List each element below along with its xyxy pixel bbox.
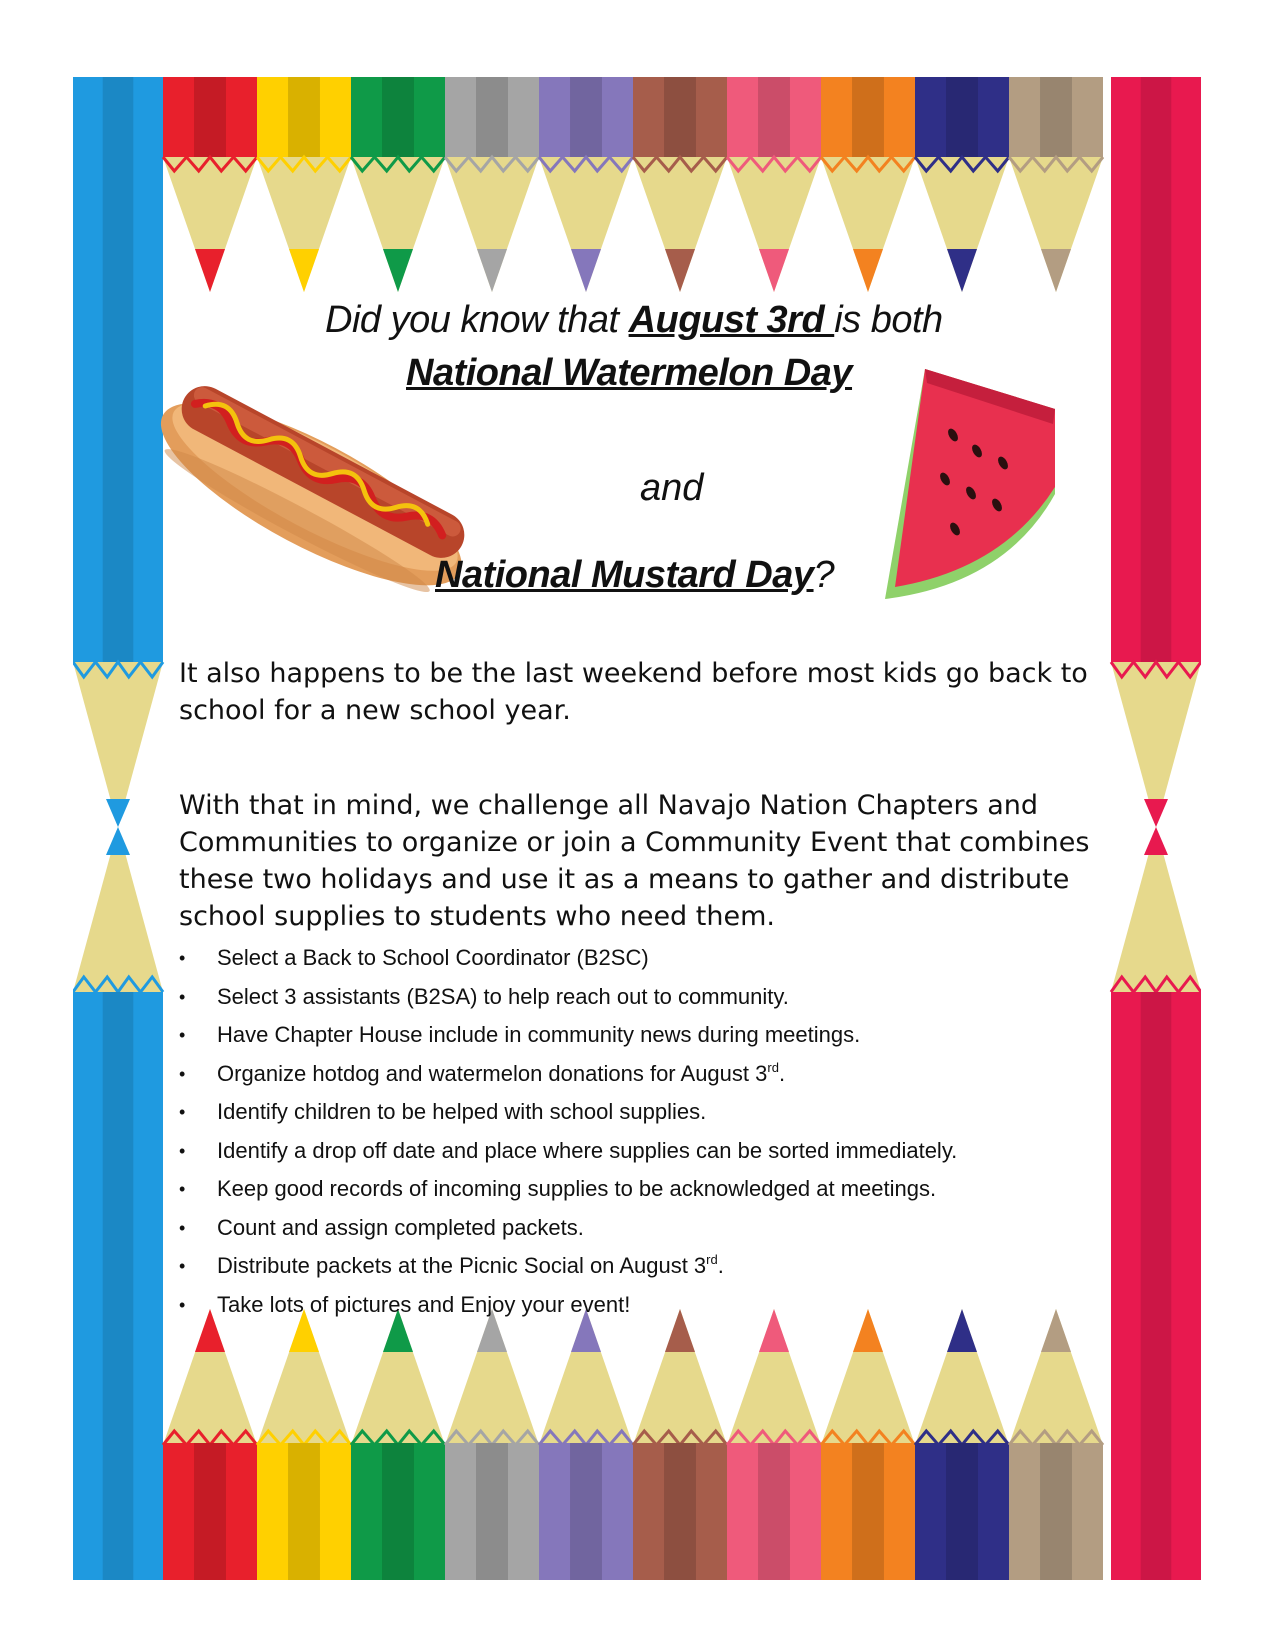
top-pencil xyxy=(915,77,1009,292)
headline-date: August 3rd xyxy=(628,299,835,341)
bullet-icon: • xyxy=(179,1102,186,1122)
checklist-item-text: Select 3 assistants (B2SA) to help reach out to community. xyxy=(217,983,789,1009)
bullet-icon: • xyxy=(179,1294,186,1315)
checklist-item-end: . xyxy=(778,1060,786,1086)
checklist-item-text: Select a Back to School Coordinator (B2SC) xyxy=(217,945,649,970)
bottom-pencil xyxy=(257,1309,351,1580)
checklist-item-text: Distribute packets at the Picnic Social on August 3 xyxy=(217,1253,707,1278)
checklist-item xyxy=(179,1016,957,1055)
checklist-item-text: Take lots of pictures and Enjoy your event! xyxy=(217,1291,631,1317)
bottom-pencil xyxy=(633,1309,727,1580)
checklist-item-text: Organize hotdog and watermelon donations for August 3 xyxy=(217,1060,768,1086)
bottom-pencil xyxy=(727,1309,821,1580)
bottom-pencil xyxy=(351,1309,445,1580)
checklist-item xyxy=(179,1055,957,1094)
checklist-item-text: Count and assign completed packets. xyxy=(217,1214,584,1240)
checklist-item-text: Have Chapter House include in community news during meetings. xyxy=(217,1022,861,1047)
checklist-item xyxy=(179,1093,957,1132)
checklist xyxy=(179,939,957,1324)
bullet-icon: • xyxy=(179,1217,186,1238)
flyer-page xyxy=(73,77,1201,1580)
top-pencil xyxy=(727,77,821,292)
checklist-item xyxy=(179,1132,957,1171)
checklist-item xyxy=(179,978,957,1017)
headline-question-mark: ? xyxy=(813,554,835,596)
holiday-watermelon-text: National Watermelon Day xyxy=(406,352,853,394)
checklist-item-text: Keep good records of incoming supplies to be acknowledged at meetings. xyxy=(217,1176,937,1201)
bottom-pencil xyxy=(915,1309,1009,1580)
watermelon-slice-icon xyxy=(885,369,1055,599)
checklist-item-text: Identify children to be helped with school supplies. xyxy=(217,1099,707,1124)
bottom-pencil xyxy=(1009,1309,1103,1580)
headline-intro xyxy=(325,299,943,342)
top-pencil xyxy=(445,77,539,292)
headline-connector: and xyxy=(640,467,704,509)
bottom-pencil xyxy=(821,1309,915,1580)
checklist-item xyxy=(179,1247,957,1286)
checklist-item xyxy=(179,1286,957,1325)
top-pencil xyxy=(163,77,257,292)
headline-intro-end: is both xyxy=(834,299,943,341)
bullet-icon: • xyxy=(179,1025,186,1045)
checklist-item xyxy=(179,1209,957,1248)
bullet-icon: • xyxy=(179,1256,186,1276)
headline-intro-text: Did you know that xyxy=(325,299,629,341)
bottom-pencil xyxy=(539,1309,633,1580)
paragraph-challenge: With that in mind, we challenge all Navajo Nation Chapters and Communities to organize or join a Community Event that combines these two holidays and use it as a means to gather and distribute school supplies to students who need them. xyxy=(179,790,1090,932)
holiday-watermelon xyxy=(406,352,852,395)
checklist-item-text: Identify a drop off date and place where supplies can be sorted immediately. xyxy=(217,1137,958,1163)
ordinal-suffix: rd xyxy=(767,1059,779,1075)
holiday-mustard-text: National Mustard Day xyxy=(435,554,814,596)
top-pencil xyxy=(633,77,727,292)
bullet-icon: • xyxy=(179,986,186,1007)
bullet-icon: • xyxy=(179,1140,186,1161)
top-pencil xyxy=(821,77,915,292)
top-pencil xyxy=(1009,77,1103,292)
bullet-icon: • xyxy=(179,1063,186,1084)
bottom-pencil xyxy=(163,1309,257,1580)
ordinal-suffix: rd xyxy=(706,1252,718,1267)
bullet-icon: • xyxy=(179,948,186,968)
paragraph-school-year: It also happens to be the last weekend before most kids go back to school for a new school year. xyxy=(179,658,1088,726)
bottom-pencil xyxy=(445,1309,539,1580)
bullet-icon: • xyxy=(179,1179,186,1199)
checklist-item xyxy=(179,939,957,978)
top-pencil xyxy=(539,77,633,292)
checklist-item xyxy=(179,1170,957,1209)
top-pencil xyxy=(351,77,445,292)
holiday-mustard xyxy=(435,554,834,597)
top-pencil xyxy=(257,77,351,292)
checklist-item-end: . xyxy=(717,1253,724,1278)
left-pencil xyxy=(73,77,163,1580)
